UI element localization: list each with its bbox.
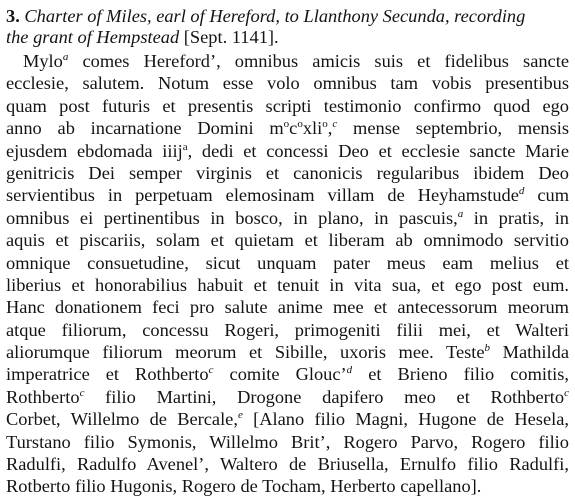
text-run: comes Hereford’, omnibus amicis suis et fidelibus sancte: [68, 51, 569, 71]
text-run: cum: [524, 185, 569, 206]
text-run: aquis et piscariis, solam et quietam et liberam ab omnimodo servitio: [6, 230, 569, 251]
text-run: anno ab incarnatione Domini m: [6, 118, 284, 139]
text-run: genitricis Dei semper virginis et canonicis regularibus ibidem Deo: [6, 162, 569, 183]
text-line: [6, 140, 569, 162]
text-run: comite Glouc’: [213, 364, 347, 385]
text-run: omnique consuetudine, sicut unquam pater meus eam melius et: [6, 252, 569, 273]
text-run: mense septembrio, mensis: [337, 118, 569, 139]
text-line: [6, 453, 569, 475]
text-run: filio Martini, Drogone dapifero meo et Rothberto: [84, 386, 565, 407]
text-line: [6, 475, 569, 497]
text-line: [6, 184, 569, 206]
superscript: o: [283, 118, 290, 131]
charter-title-line2: the grant of Hempstead: [6, 27, 180, 47]
footnote-marker: c: [79, 386, 85, 399]
text-run: ,: [327, 118, 333, 139]
text-line: [6, 319, 569, 341]
charter-number: 3.: [6, 6, 20, 26]
footnote-marker: b: [484, 341, 491, 354]
text-run: et Brieno filio comitis,: [352, 364, 569, 385]
footnote-marker: c: [208, 364, 214, 377]
charter-title-line1: Charter of Miles, earl of Hereford, to Llanthony Secunda, recording: [24, 6, 526, 26]
text-line: [6, 162, 569, 184]
text-line: [6, 207, 569, 229]
footnote-marker: d: [518, 185, 525, 198]
text-line: [6, 72, 569, 94]
text-run: Rothberto: [6, 386, 80, 407]
footnote-marker: a: [62, 50, 69, 63]
text-line: [6, 341, 569, 363]
text-run: in pratis, in: [463, 207, 569, 228]
text-run: [Alano filio Magni, Hugone de Hesela,: [242, 409, 569, 430]
text-line: [6, 363, 569, 385]
text-run: liberius et honorabilius habuit et tenuit in vita sua, et ego post eum.: [6, 274, 569, 295]
text-run: atque filiorum, concessu Rogeri, primogeniti filii mei, et Walteri: [6, 319, 569, 340]
text-run: Radulfi, Radulfo Avenel’, Waltero de Briusella, Ernulfo filio Radulfi,: [6, 454, 569, 475]
superscript: o: [322, 118, 328, 131]
text-line: [6, 252, 569, 274]
footnote-marker: a: [457, 207, 464, 220]
footnote-marker: e: [237, 409, 243, 422]
text-line: [6, 386, 569, 408]
footnote-marker: c: [564, 386, 569, 399]
text-run: Corbet, Willelmo de Bercale,: [6, 409, 238, 430]
text-run: aliorumque filiorum meorum et Sibille, uxoris mee. Teste: [6, 342, 485, 363]
text-run: servientibus in perpetuam elemosinam villam de Heyhamstude: [6, 185, 519, 206]
text-run: Rotberto filio Hugonis, Rogero de Tocham, Herberto capellano].: [6, 476, 482, 497]
text-line: [6, 274, 569, 296]
superscript: a: [182, 140, 188, 153]
text-run: Turstano filio Symonis, Willelmo Brit’, Rogero Parvo, Rogero filio: [6, 431, 569, 452]
charter-date: [Sept. 1141].: [183, 27, 279, 47]
text-line: [6, 50, 569, 72]
footnote-marker: d: [346, 364, 353, 377]
text-run: ejusdem ebdomada iiij: [6, 140, 183, 161]
text-run: ecclesie, salutem. Notum esse volo omnibus tam vobis presentibus: [6, 73, 569, 94]
text-run: Mathilda: [490, 342, 569, 363]
text-line: [6, 95, 569, 117]
text-line: [6, 431, 569, 453]
text-run: c: [289, 118, 298, 139]
superscript: o: [297, 118, 303, 131]
text-line: [6, 408, 569, 430]
text-run: omnibus ei pertinentibus in bosco, in plano, in pascuis,: [6, 207, 458, 228]
footnote-marker: c: [332, 118, 338, 131]
text-run: , dedi et concessi Deo et ecclesie sancte Marie: [187, 140, 569, 161]
text-line: [6, 117, 569, 139]
text-line: [6, 229, 569, 251]
text-run: imperatrice et Rothberto: [6, 364, 209, 385]
charter-heading: [6, 6, 566, 48]
charter-text: [6, 50, 569, 498]
text-run: quam post futuris et presentis scripti testimonio confirmo quod ego: [6, 95, 569, 116]
text-run: xli: [302, 118, 323, 139]
text-run: Hanc donationem feci pro salute anime mee et antecessorum meorum: [6, 297, 569, 318]
text-run: Mylo: [23, 51, 63, 71]
text-line: [6, 296, 569, 318]
